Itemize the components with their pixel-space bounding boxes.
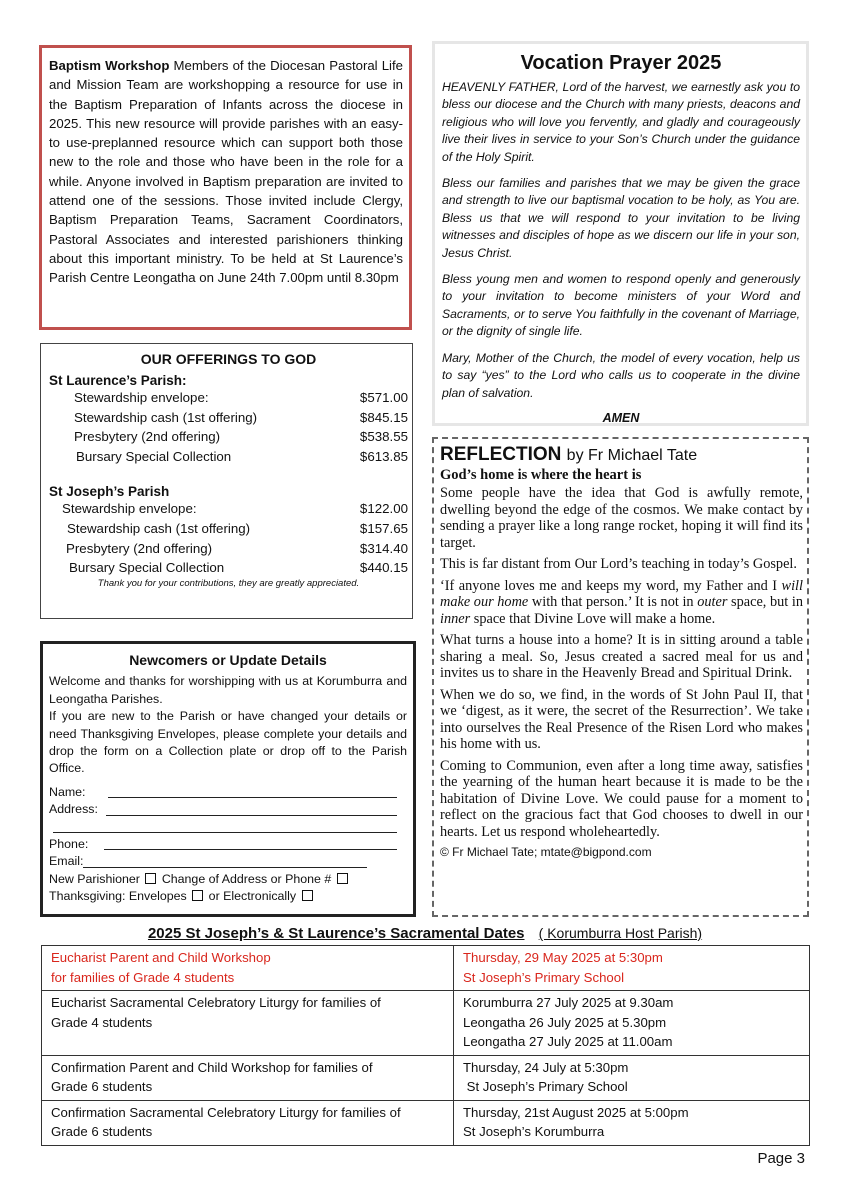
offering-amount: $538.55 (359, 429, 408, 445)
address-label: Address: (49, 802, 98, 817)
parish-name: St Joseph’s Parish (49, 484, 170, 500)
table-row (42, 1100, 810, 1145)
event-line: Grade 6 students (51, 1124, 153, 1139)
offering-row (49, 408, 408, 428)
phone-label: Phone: (49, 837, 89, 851)
parishioner-options (49, 871, 407, 888)
quote-emphasis: inner (440, 610, 471, 627)
reflection-paragraph: This is far distant from Our Lord’s teaching in today’s Gospel. (440, 556, 797, 572)
table-row (42, 946, 810, 991)
offerings-box (40, 343, 413, 619)
offerings-thanks: Thank you for your contributions, they are greatly appreciated. (97, 577, 360, 589)
offering-label: Presbytery (2nd offering) (74, 429, 221, 445)
email-field[interactable] (49, 853, 407, 870)
vocation-paragraph: HEAVENLY FATHER, Lord of the harvest, we earnestly ask you to bless our diocese and the Church with many priests, deacons and religious who will love you fervently, and gladly and courageously live their lives in service to your Son’s Church under the guidance of the Holy Spirit. (442, 80, 800, 164)
event-line: for families of Grade 4 students (51, 969, 235, 985)
offering-label: Stewardship envelope: (62, 501, 197, 517)
thanksgiving-label: Thanksgiving: Envelopes (49, 889, 187, 904)
event-line: Eucharist Sacramental Celebratory Liturgy for families of (51, 995, 381, 1010)
new-parishioner-checkbox[interactable] (145, 873, 156, 884)
details-line: Thursday, 21st August 2025 at 5:00pm (463, 1104, 689, 1120)
offering-amount: $122.00 (359, 501, 408, 517)
vocation-title: Vocation Prayer 2025 (520, 52, 722, 74)
offering-label: Bursary Special Collection (76, 448, 232, 464)
offering-label: Bursary Special Collection (69, 560, 225, 576)
quote-text: space that Divine Love will make a home. (470, 610, 716, 627)
vocation-prayer-box (432, 41, 809, 426)
offering-row (49, 427, 408, 447)
sacramental-heading: 2025 St Joseph’s & St Laurence’s Sacramental Dates (147, 925, 525, 942)
newcomers-instructions: If you are new to the Parish or have changed your details or need Thanksgiving Envelopes, please complete your details and drop the form on a Collection plate or drop off to the Parish Office. (49, 709, 407, 776)
details-line: Leongatha 27 July 2025 at 11.00am (463, 1034, 673, 1049)
address-field[interactable] (49, 801, 407, 818)
electronically-checkbox[interactable] (302, 890, 313, 901)
details-line: Leongatha 26 July 2025 at 5.30pm (463, 1014, 667, 1030)
offering-amount: $440.15 (359, 560, 408, 576)
email-line[interactable] (83, 866, 367, 868)
offering-row (49, 388, 408, 408)
baptism-text: Members of the Diocesan Pastoral Life and Mission Team are workshopping a resource for use in the Baptism Preparation of Infants across the diocese in 2025. This new resource will provide parishes with an easy-to use-preplanned resource which can support both those new to the role and those who have been in the role for a while. Anyone involved in Baptism preparation are invited to attend one of the sessions. Those invited include Clergy, Baptism Preparation Teams, Sacrament Coordinators, Pastoral Associates and interested parishioners thinking about this important ministry. To be held at St Laurence’s Parish Centre Leongatha on June 24th 7.00pm until 8.30pm (49, 58, 403, 286)
vocation-paragraph: Mary, Mother of the Church, the model of every vocation, help us to say “yes” to the Lord who calls us to cooperate in the divine plan of salvation. (442, 350, 800, 400)
reflection-byline: by Fr Michael Tate (566, 447, 698, 464)
details-line: Thursday, 29 May 2025 at 5:30pm (463, 950, 663, 965)
details-line: St Joseph’s Korumburra (463, 1124, 605, 1139)
offering-row (49, 519, 408, 539)
event-cell (42, 946, 454, 991)
change-address-checkbox[interactable] (337, 873, 348, 884)
offering-row (49, 539, 408, 559)
offering-amount: $314.40 (359, 540, 408, 556)
details-line: Korumburra 27 July 2025 at 9.30am (463, 995, 674, 1010)
sacramental-table (41, 945, 810, 1146)
event-line: Grade 6 students (51, 1079, 153, 1094)
reflection-paragraph: When we do so, we find, in the words of St John Paul II, that we ‘digest, as it were, the secret of the Resurrection’. We take into ourselves the Real Presence of the Risen Lord who makes his home with us. (440, 686, 803, 752)
new-parishioner-label: New Parishioner (49, 871, 140, 886)
reflection-credit: © Fr Michael Tate; mtate@bigpond.com (440, 845, 652, 859)
details-cell (454, 991, 810, 1056)
event-line: Grade 4 students (51, 1014, 153, 1030)
offering-label: Stewardship envelope: (74, 390, 209, 405)
reflection-title: REFLECTION (440, 444, 562, 465)
offering-amount: $845.15 (359, 409, 408, 425)
newcomers-title: Newcomers or Update Details (129, 652, 327, 668)
event-cell (42, 1100, 454, 1145)
vocation-amen: AMEN (602, 410, 640, 425)
table-row (42, 1055, 810, 1100)
offering-row (49, 499, 408, 519)
offering-label: Presbytery (2nd offering) (66, 540, 213, 556)
sacramental-host: ( Korumburra Host Parish) (538, 925, 703, 941)
reflection-box (432, 437, 809, 917)
reflection-subtitle: God’s home is where the heart is (440, 467, 642, 483)
quote-emphasis: outer (697, 594, 728, 610)
event-line: Confirmation Parent and Child Workshop for families of (51, 1059, 373, 1075)
name-line[interactable] (108, 796, 398, 798)
thanksgiving-options (49, 888, 407, 905)
offering-label: Stewardship cash (1st offering) (74, 409, 258, 425)
electronically-label: or Electronically (208, 889, 297, 904)
offering-row (49, 558, 408, 578)
quote-text: space, but in (727, 594, 804, 610)
vocation-paragraph: Bless young men and women to respond openly and generously to your invitation to become ministers of your Word and Sacraments, or to serve You faithfully in the covenant of Marriage, or the dignity of single life. (442, 272, 800, 339)
offering-amount: $571.00 (359, 390, 408, 405)
newcomers-intro: Welcome and thanks for worshipping with us at Korumburra and Leongatha Parishes. (49, 674, 407, 706)
offering-amount: $613.85 (359, 448, 408, 464)
offerings-title: OUR OFFERINGS TO GOD (140, 351, 317, 367)
details-cell (454, 1100, 810, 1145)
quote-emphasis: will make our home (440, 577, 803, 610)
envelopes-checkbox[interactable] (192, 890, 203, 901)
details-line: Thursday, 24 July at 5:30pm (463, 1059, 629, 1075)
name-field[interactable] (49, 784, 407, 801)
phone-field[interactable] (49, 836, 407, 853)
offering-label: Stewardship cash (1st offering) (67, 520, 251, 536)
address-field-2[interactable] (49, 819, 407, 836)
name-label: Name: (49, 784, 86, 799)
vocation-paragraph: Bless our families and parishes that we may be given the grace and strength to live our baptismal vocation to be holy, as You are. Bless us that we will respond to your invitation to be living witnesses and disciples of hope as we discern our life in your son, Jesus Christ. (442, 176, 800, 260)
address-line-2[interactable] (53, 831, 397, 833)
details-line: St Joseph’s Primary School (463, 969, 625, 985)
baptism-workshop-box (39, 45, 412, 330)
newcomers-box (40, 641, 416, 917)
reflection-paragraph: Some people have the idea that God is awfully remote, dwelling beyond the edge of the cosmos. We make contact by sending a prayer like a long range rocket, hoping it will find its target. (440, 485, 803, 551)
quote-text: with that person.’ It is not in (528, 594, 698, 610)
baptism-heading: Baptism Workshop (49, 58, 170, 73)
event-line: Eucharist Parent and Child Workshop (51, 950, 271, 965)
phone-line[interactable] (104, 848, 397, 850)
quote-text: ‘If anyone loves me and keeps my word, my Father and I (440, 577, 782, 594)
details-line: St Joseph’s Primary School (463, 1079, 628, 1094)
offering-amount: $157.65 (359, 520, 408, 536)
reflection-paragraph (440, 578, 803, 628)
parish-name: St Laurence’s Parish: (49, 373, 187, 388)
event-cell (42, 1055, 454, 1100)
email-label: Email: (49, 854, 84, 869)
address-line[interactable] (106, 814, 397, 816)
event-line: Confirmation Sacramental Celebratory Liturgy for families of (51, 1104, 401, 1120)
details-cell (454, 1055, 810, 1100)
sacramental-title (40, 925, 810, 942)
page-number: Page 3 (757, 1150, 805, 1167)
reflection-paragraph: What turns a house into a home? It is in sitting around a table sharing a meal. So, Jesus created a sacred meal for us and invites us to share in the Heavenly Bread and Spiritual Drink. (440, 632, 803, 681)
offering-row (49, 447, 408, 467)
event-cell (42, 991, 454, 1056)
table-row (42, 991, 810, 1056)
details-cell (454, 946, 810, 991)
reflection-heading (440, 444, 803, 467)
reflection-paragraph: Coming to Communion, even after a long time away, satisfies the yearning of the human heart because it is made to be the habitation of Divine Love. We could pause for a moment to reflect on the gracious fact that God chooses to dwell in our hearts. Let us respond wholeheartedly. (440, 757, 803, 840)
change-address-label: Change of Address or Phone # (161, 871, 332, 886)
